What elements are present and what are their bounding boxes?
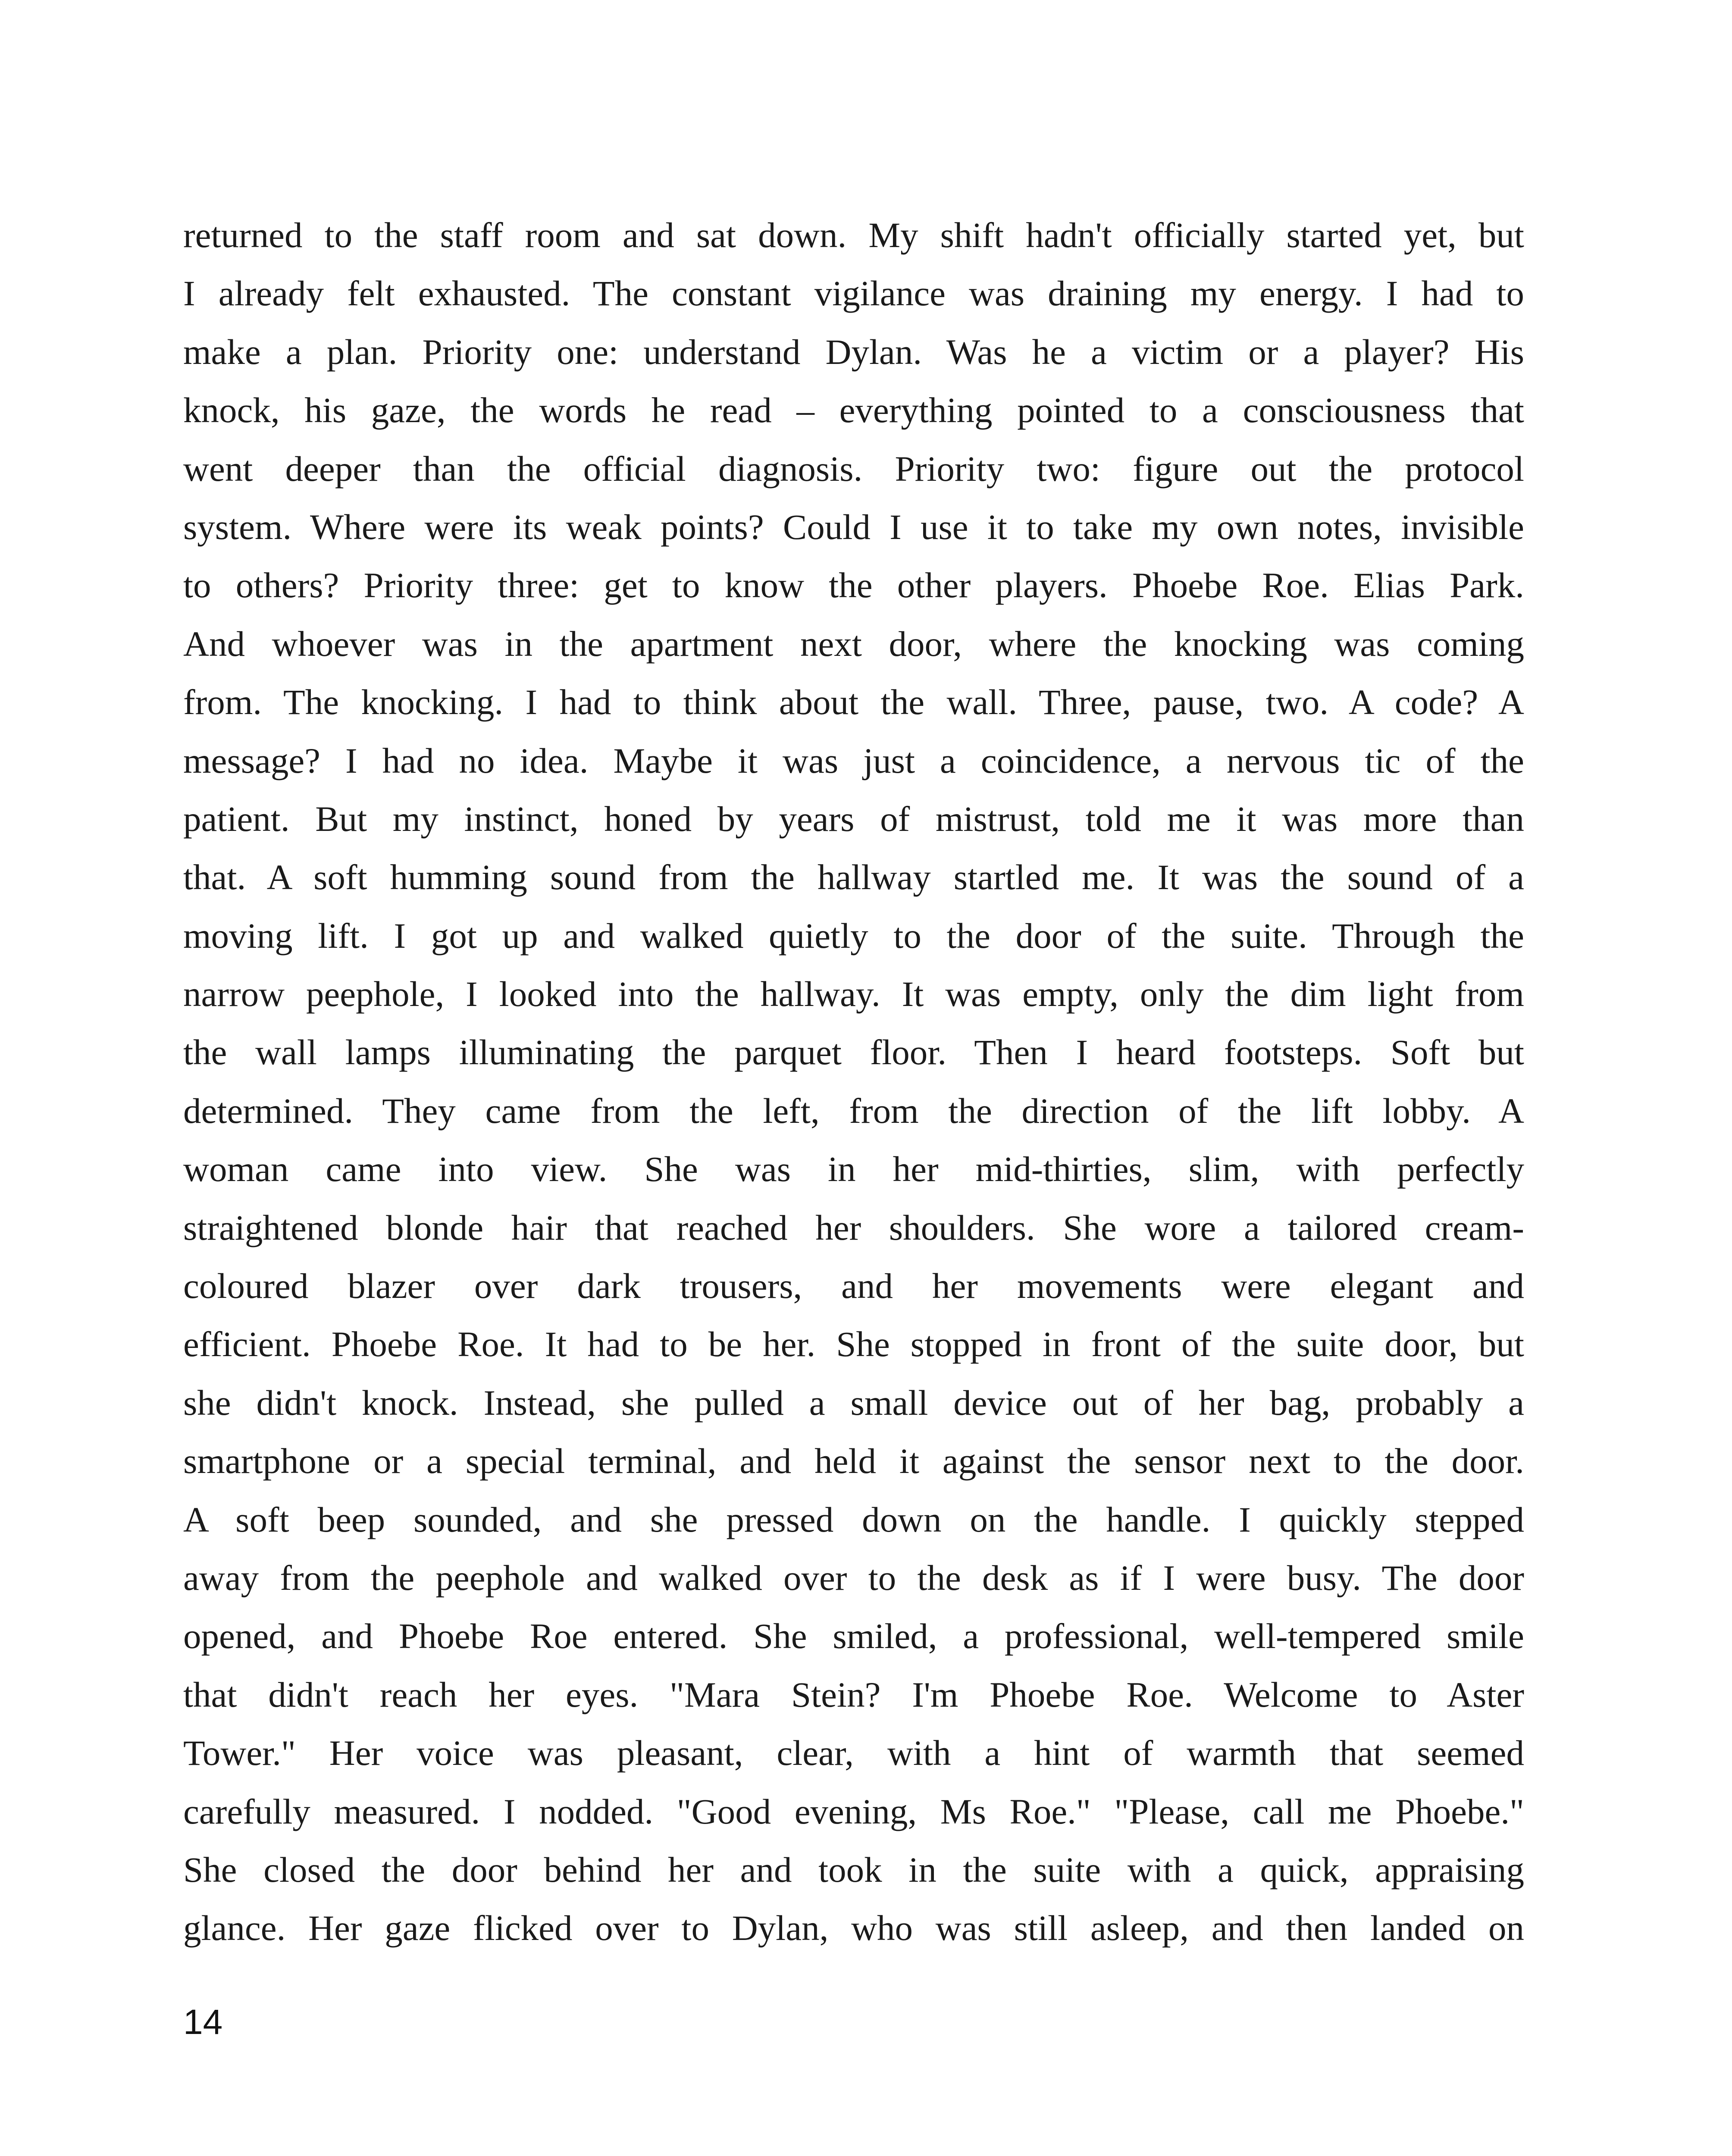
text-line: that didn't reach her eyes. "Mara Stein? I'm Phoebe Roe. Welcome to Aster	[183, 1674, 1524, 1714]
text-line: from. The knocking. I had to think about the wall. Three, pause, two. A code? A	[183, 682, 1524, 722]
text-line: she didn't knock. Instead, she pulled a small device out of her bag, probably a	[183, 1382, 1524, 1423]
page-number: 14	[183, 2002, 223, 2042]
text-line: make a plan. Priority one: understand Dylan. Was he a victim or a player? His	[183, 332, 1524, 372]
text-line: went deeper than the official diagnosis. Priority two: figure out the protocol	[183, 448, 1524, 489]
text-line: to others? Priority three: get to know the other players. Phoebe Roe. Elias Park.	[183, 565, 1524, 605]
text-line: efficient. Phoebe Roe. It had to be her. She stopped in front of the suite door, but	[183, 1324, 1524, 1364]
text-line: returned to the staff room and sat down. My shift hadn't officially started yet, but	[183, 215, 1524, 255]
text-line: She closed the door behind her and took in the suite with a quick, appraising	[183, 1849, 1524, 1890]
text-line: patient. But my instinct, honed by years of mistrust, told me it was more than	[183, 799, 1524, 839]
text-line: glance. Her gaze flicked over to Dylan, who was still asleep, and then landed on	[183, 1908, 1524, 1948]
text-line: knock, his gaze, the words he read – everything pointed to a consciousness that	[183, 390, 1524, 430]
text-line: coloured blazer over dark trousers, and her movements were elegant and	[183, 1266, 1524, 1306]
text-line: message? I had no idea. Maybe it was just a coincidence, a nervous tic of the	[183, 740, 1524, 780]
text-line: A soft beep sounded, and she pressed down on the handle. I quickly stepped	[183, 1499, 1524, 1539]
body-paragraph	[183, 206, 1524, 1958]
text-line: woman came into view. She was in her mid-thirties, slim, with perfectly	[183, 1149, 1524, 1189]
text-line: away from the peephole and walked over to the desk as if I were busy. The door	[183, 1557, 1524, 1598]
text-line: straightened blonde hair that reached her shoulders. She wore a tailored cream-	[183, 1207, 1524, 1247]
text-line: And whoever was in the apartment next door, where the knocking was coming	[183, 624, 1524, 664]
text-line: narrow peephole, I looked into the hallway. It was empty, only the dim light from	[183, 974, 1524, 1014]
text-line: opened, and Phoebe Roe entered. She smiled, a professional, well-tempered smile	[183, 1616, 1524, 1656]
text-line: moving lift. I got up and walked quietly to the door of the suite. Through the	[183, 915, 1524, 956]
text-line: system. Where were its weak points? Could I use it to take my own notes, invisible	[183, 507, 1524, 547]
text-line: the wall lamps illuminating the parquet floor. Then I heard footsteps. Soft but	[183, 1032, 1524, 1072]
text-line: carefully measured. I nodded. "Good evening, Ms Roe." "Please, call me Phoebe."	[183, 1791, 1524, 1831]
text-line: determined. They came from the left, from the direction of the lift lobby. A	[183, 1091, 1524, 1131]
text-line: that. A soft humming sound from the hallway startled me. It was the sound of a	[183, 857, 1524, 897]
text-line: I already felt exhausted. The constant vigilance was draining my energy. I had to	[183, 273, 1524, 313]
text-line: Tower." Her voice was pleasant, clear, with a hint of warmth that seemed	[183, 1733, 1524, 1773]
text-line: smartphone or a special terminal, and held it against the sensor next to the door.	[183, 1441, 1524, 1481]
